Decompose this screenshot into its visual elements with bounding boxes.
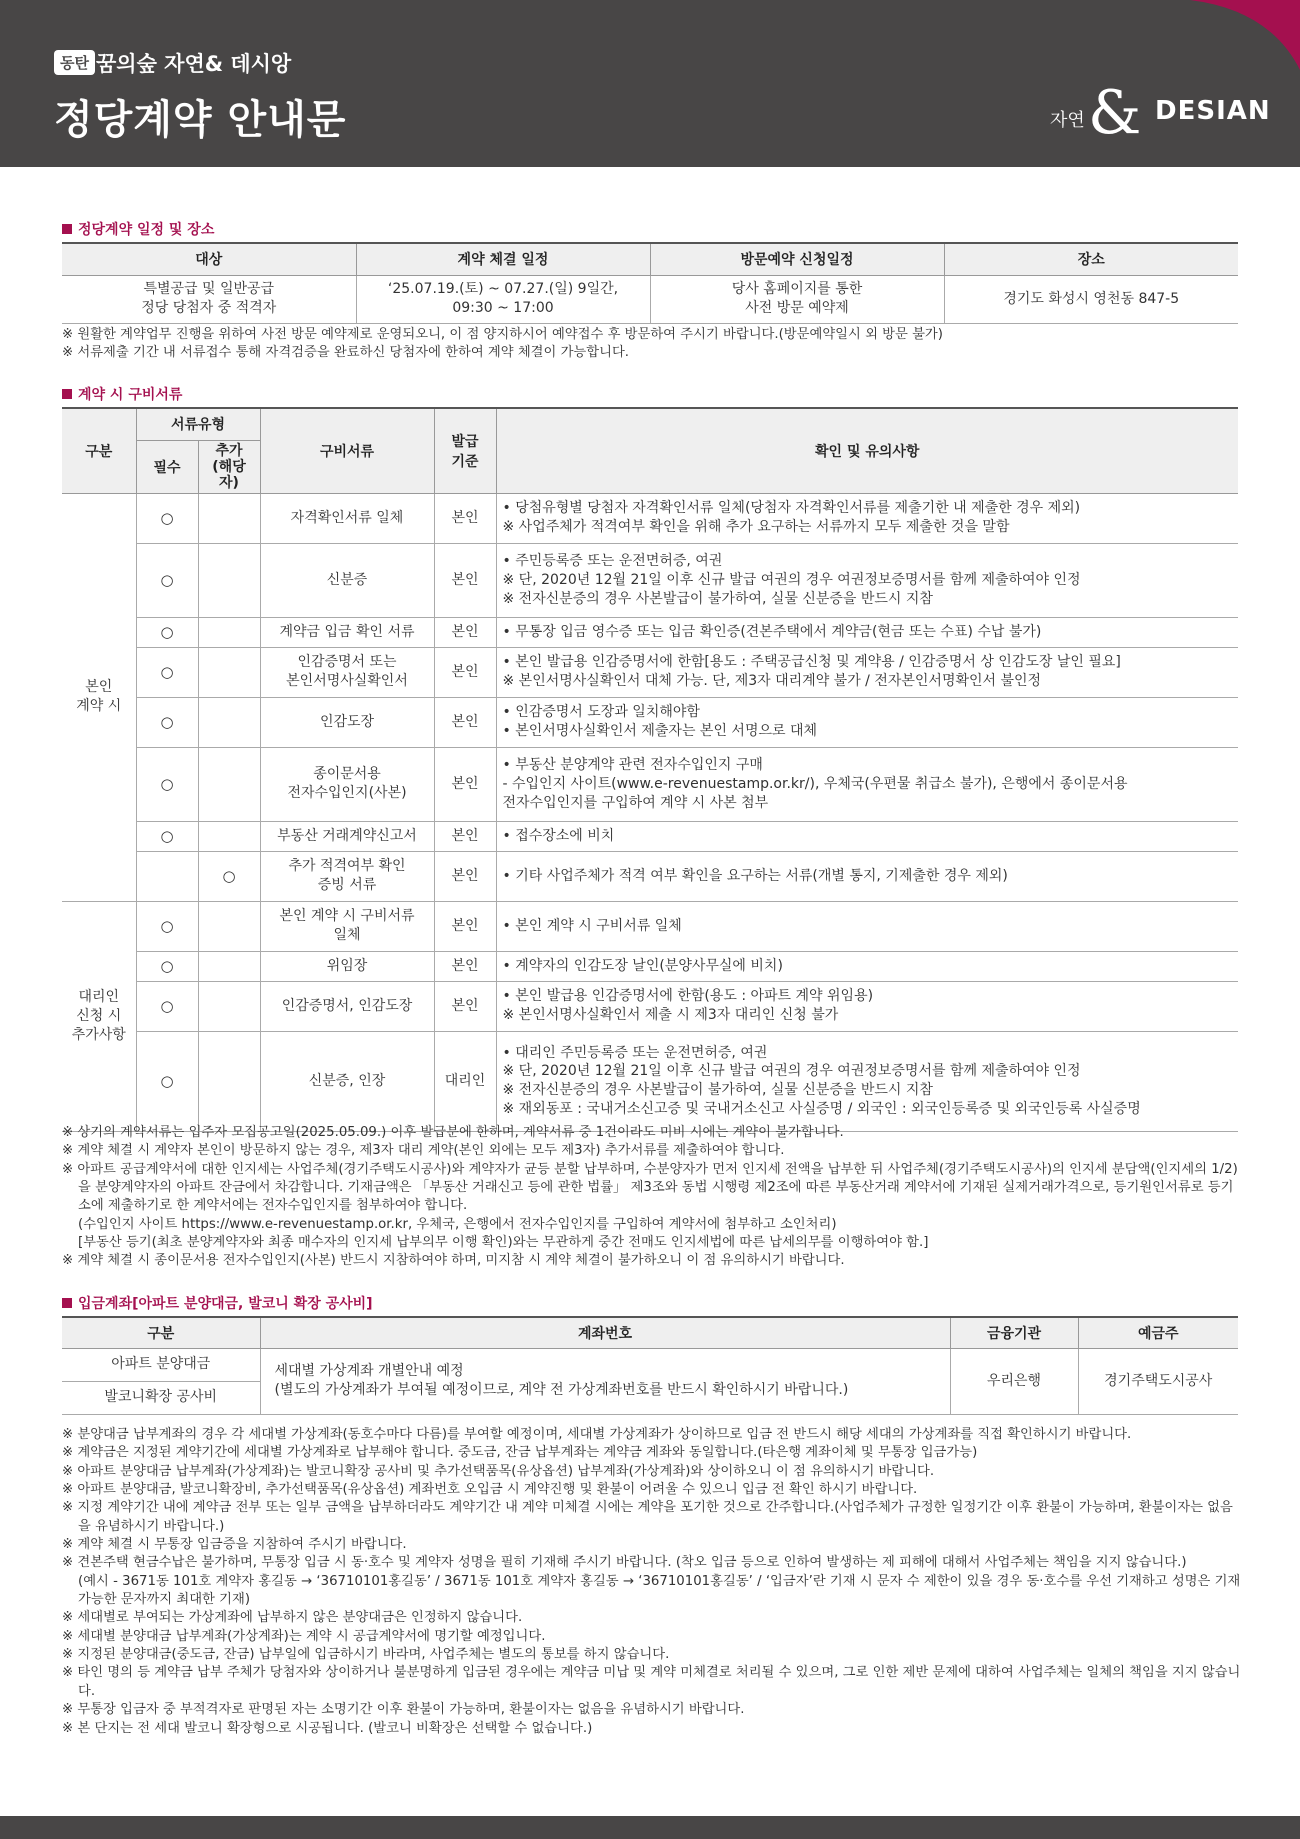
square-bullet-icon [62,1298,72,1308]
issue-basis: 본인 [434,951,496,981]
note-line: ※ 계약 체결 시 계약자 본인이 방문하지 않는 경우, 제3자 대리 계약(본인 외에는 모두 제3자) 추가서류를 제출하여야 합니다. [62,1143,785,1159]
table-row [62,951,1238,981]
required-mark: ○ [136,747,198,821]
col-header: 발급 기준 [434,408,496,493]
document-name: 신분증, 인장 [260,1031,434,1131]
note-line: [부동산 등기(최초 분양계약자와 최종 매수자의 인지세 납부의무 이행 확인)와는 무관하게 중간 전매도 인지세법에 따른 납세의무를 이행하여야 함.] [78,1235,929,1251]
note-cell: • 본인 계약 시 구비서류 일체 [496,901,1238,951]
document-name: 위임장 [260,951,434,981]
document-name: 계약금 입금 확인 서류 [260,617,434,647]
issue-basis: 본인 [434,697,496,747]
extra-mark [198,617,260,647]
group-label: 본인 계약 시 [62,493,136,901]
note-cell: • 기타 사업주체가 적격 여부 확인을 요구하는 서류(개별 통지, 기제출한 경우 제외) [496,851,1238,901]
note-line: ※ 무통장 입금자 중 부적격자로 판명된 자는 소명기간 이후 환불이 가능하며, 환불이자는 없음을 유념하시기 바랍니다. [62,1702,745,1718]
extra-mark [198,1031,260,1131]
table-row [62,851,1238,901]
logo-ampersand: & [1088,78,1142,148]
note-line: ※ 분양대금 납부계좌의 경우 각 세대별 가상계좌(동호수마다 다름)를 부여할 예정이며, 세대별 가상계좌가 상이하므로 입금 전 반드시 해당 세대의 가상계좌를 직접 확인하시기 바랍니다. [62,1427,1132,1442]
table-cell: 특별공급 및 일반공급 정당 당첨자 중 적격자 [62,275,356,323]
issue-basis: 본인 [434,543,496,617]
bank-cell: 우리은행 [950,1348,1078,1414]
table-cell: ‘25.07.19.(토) ~ 07.27.(일) 9일간, 09:30 ~ 17:00 [356,275,650,323]
note-line: ※ 계약금은 지정된 계약기간에 세대별 가상계좌로 납부해야 합니다. 중도금, 잔금 납부계좌는 계약금 계좌와 동일합니다.(타은행 계좌이체 및 무통장 입금가능) [62,1445,978,1461]
note-cell: • 주민등록증 또는 운전면허증, 여권 ※ 단, 2020년 12월 21일 이후 신규 발급 여권의 경우 여권정보증명서를 함께 제출하여야 인정 ※ 전자신분증의 경우 사본발급이 불가하여, 실물 신분증을 반드시 지참 [496,543,1238,617]
table-row [62,901,1238,951]
note-line: ※ 지정 계약기간 내에 계약금 전부 또는 일부 금액을 납부하더라도 계약기간 내 계약 미체결 시에는 계약을 포기한 것으로 간주합니다.(사업주체가 규정한 일정기간 이후 환불이 가능하며, 환불이자는 없음을 유념하시기 바랍니다.) [62,1500,1233,1534]
note-line: ※ 아파트 분양대금 납부계좌(가상계좌)는 발코니확장 공사비 및 추가선택품목(유상옵션) 납부계좌(가상계좌)와 상이하오니 이 점 유의하시기 바랍니다. [62,1463,935,1479]
issue-basis: 본인 [434,981,496,1031]
document-name: 신분증 [260,543,434,617]
note-cell: • 인감증명서 도장과 일치해야함 • 본인서명사실확인서 제출자는 본인 서명으로 대체 [496,697,1238,747]
col-header: 확인 및 유의사항 [496,408,1238,493]
col-header: 계약 체결 일정 [356,243,650,275]
table-row [62,493,1238,543]
issue-basis: 본인 [434,747,496,821]
table-cell: 아파트 분양대금 [62,1348,260,1381]
extra-mark [198,981,260,1031]
table-row [62,821,1238,851]
table-cell: 발코니확장 공사비 [62,1381,260,1414]
note-cell: • 무통장 입금 영수증 또는 입금 확인증(견본주택에서 계약금(현금 또는 수표) 수납 불가) [496,617,1238,647]
brand-name: 꿈의숲 자연& 데시앙 [96,52,292,76]
col-header: 계좌번호 [260,1317,950,1348]
col-header: 구분 [62,408,136,493]
document-name: 인감도장 [260,697,434,747]
col-header: 방문예약 신청일정 [650,243,944,275]
col-header: 대상 [62,243,356,275]
group-label: 대리인 신청 시 추가사항 [62,901,136,1131]
issue-basis: 본인 [434,617,496,647]
note-line: ※ 타인 명의 등 계약금 납부 주체가 당첨자와 상이하거나 불분명하게 입금된 경우에는 계약금 미납 및 계약 미체결로 처리될 수 있으며, 그로 인한 제반 문제에 대하여 사업주체는 일체의 책임을 지지 않습니다. [62,1665,1241,1699]
account-number-cell: 세대별 가상계좌 개별안내 예정 (별도의 가상계좌가 부여될 예정이므로, 계약 전 가상계좌번호를 반드시 확인하시기 바랍니다.) [260,1348,950,1414]
extra-mark: ○ [198,851,260,901]
note-cell: • 본인 발급용 인감증명서에 한함(용도 : 아파트 계약 위임용) ※ 본인서명사실확인서 제출 시 제3자 대리인 신청 불가 [496,981,1238,1031]
issue-basis: 본인 [434,821,496,851]
extra-mark [198,647,260,697]
col-header: 구분 [62,1317,260,1348]
table-cell: 경기도 화성시 영천동 847-5 [944,275,1238,323]
note-line: ※ 아파트 공급계약서에 대한 인지세는 사업주체(경기주택도시공사)와 계약자가 균등 분할 납부하며, 수분양자가 먼저 인지세 전액을 납부한 뒤 사업주체(경기주택도시공사)의 인지세 분담액(인지세의 1/2)을 분양계약자의 아파트 잔금에서 차감합니다. 기재금액은 「부동산 거래신고 등에 관한 법률」 제3조와 동법 시행령 제2조에 따른 부동산거래 계약서에 기재된 실제거래가격으로, 등기원인서류로 등기소에 제출하기로 한 계약서에는 전자수입인지를 첨부하여야 합니다. [62,1161,1238,1214]
note-line: ※ 지정된 분양대금(중도금, 잔금) 납부일에 입금하시기 바라며, 사업주체는 별도의 통보를 하지 않습니다. [62,1647,670,1663]
note-line: ※ 세대별로 부여되는 가상계좌에 납부하지 않은 분양대금은 인정하지 않습니다. [62,1610,523,1626]
extra-mark [198,821,260,851]
issue-basis: 본인 [434,851,496,901]
required-mark: ○ [136,981,198,1031]
section-schedule-title: 정당계약 일정 및 장소 [62,219,214,239]
note-cell: • 계약자의 인감도장 날인(분양사무실에 비치) [496,951,1238,981]
note-line: ※ 서류제출 기간 내 서류접수 통해 자격검증을 완료하신 당첨자에 한하여 계약 체결이 가능합니다. [62,345,630,361]
col-header: 구비서류 [260,408,434,493]
header-banner [0,0,1300,167]
documents-notes [62,1124,1242,1271]
table-row [62,543,1238,617]
document-name: 자격확인서류 일체 [260,493,434,543]
schedule-table [62,242,1238,324]
location-badge: 동탄 [54,50,95,75]
square-bullet-icon [62,389,72,399]
note-cell: • 접수장소에 비치 [496,821,1238,851]
col-header: 추가 (해당자) [198,440,260,493]
note-cell: • 본인 발급용 인감증명서에 한함[용도 : 주택공급신청 및 계약용 / 인감증명서 상 인감도장 날인 필요] ※ 본인서명사실확인서 대체 가능. 단, 제3자 대리계약 불가 / 전자본인서명확인서 불인정 [496,647,1238,697]
square-bullet-icon [62,224,72,234]
required-mark: ○ [136,1031,198,1131]
note-cell: • 부동산 분양계약 관련 전자수입인지 구매 - 수입인지 사이트(www.e-revenuestamp.or.kr/), 우체국(우편물 취급소 불가), 은행에서 종이문서용 전자수입인지를 구입하여 계약 시 사본 첨부 [496,747,1238,821]
logo-text-ja: 자연 [1050,110,1085,131]
table-row [62,617,1238,647]
issue-basis: 본인 [434,493,496,543]
required-mark: ○ [136,543,198,617]
extra-mark [198,697,260,747]
extra-mark [198,747,260,821]
required-mark: ○ [136,901,198,951]
note-line: ※ 원활한 계약업무 진행을 위하여 사전 방문 예약제로 운영되오니, 이 점 양지하시어 예약접수 후 방문하여 주시기 바랍니다.(방문예약일시 외 방문 불가) [62,327,943,342]
required-mark: ○ [136,493,198,543]
account-table [62,1316,1238,1415]
logo-desian: DESIAN [1155,96,1271,126]
table-row [62,647,1238,697]
note-cell: • 대리인 주민등록증 또는 운전면허증, 여권 ※ 단, 2020년 12월 21일 이후 신규 발급 여권의 경우 여권정보증명서를 함께 제출하여야 인정 ※ 전자신분증의 경우 사본발급이 불가하여, 실물 신분증을 반드시 지참 ※ 재외동포 : 국내거소신고증 및 국내거소신고 사실증명 / 외국인 : 외국인등록증 및 외국인등록 사실증명 [496,1031,1238,1131]
documents-table [62,407,1238,1132]
extra-mark [198,493,260,543]
page-title: 정당계약 안내문 [54,97,347,143]
table-cell: 당사 홈페이지를 통한 사전 방문 예약제 [650,275,944,323]
extra-mark [198,951,260,981]
schedule-notes [62,326,1242,363]
document-name: 종이문서용 전자수입인지(사본) [260,747,434,821]
col-header: 서류유형 [136,408,260,440]
note-line: ※ 아파트 분양대금, 발코니확장비, 추가선택품목(유상옵션) 계좌번호 오입금 시 계약진행 및 환불이 어려울 수 있으니 입금 전 확인 하시기 바랍니다. [62,1482,918,1498]
required-mark: ○ [136,697,198,747]
note-line: ※ 본 단지는 전 세대 발코니 확장형으로 시공됩니다. (발코니 비확장은 선택할 수 없습니다.) [62,1720,593,1736]
table-row [62,747,1238,821]
note-line: (수입인지 사이트 https://www.e-revenuestamp.or.kr, 우체국, 은행에서 전자수입인지를 구입하여 계약서에 첨부하고 소인처리) [78,1216,837,1232]
note-line: ※ 상기의 계약서류는 입주자 모집공고일(2025.05.09.) 이후 발급분에 한하며, 계약서류 중 1건이라도 미비 시에는 계약이 불가합니다. [62,1125,844,1140]
corner-accent [1190,0,1300,70]
footer-bar [0,1816,1300,1839]
note-cell: • 당첨유형별 당첨자 자격확인서류 일체(당첨자 자격확인서류를 제출기한 내 제출한 경우 제외) ※ 사업주체가 적격여부 확인을 위해 추가 요구하는 서류까지 모두 제출한 것을 말함 [496,493,1238,543]
note-line: (예시 - 3671동 101호 계약자 홍길동 → ‘36710101홍길동’ / 3671동 101호 계약자 홍길동 → ‘36710101홍길동’ / ‘입금자’란 기재 시 문자 수 제한이 있을 경우 동·호수를 우선 기재하고 성명은 기재 가능한 문자까지 최대한 기재) [78,1573,1241,1608]
document-name: 인감증명서, 인감도장 [260,981,434,1031]
table-row [62,981,1238,1031]
document-name: 부동산 거래계약신고서 [260,821,434,851]
note-line: ※ 계약 체결 시 무통장 입금증을 지참하여 주시기 바랍니다. [62,1537,407,1553]
required-mark: ○ [136,821,198,851]
document-name: 본인 계약 시 구비서류 일체 [260,901,434,951]
required-mark: ○ [136,647,198,697]
issue-basis: 본인 [434,901,496,951]
document-name: 인감증명서 또는 본인서명사실확인서 [260,647,434,697]
table-row [62,697,1238,747]
issue-basis: 본인 [434,647,496,697]
note-line: ※ 계약 체결 시 종이문서용 전자수입인지(사본) 반드시 지참하여야 하며, 미지참 시 계약 체결이 불가하오니 이 점 유의하시기 바랍니다. [62,1253,845,1269]
note-line: ※ 견본주택 현금수납은 불가하며, 무통장 입금 시 동·호수 및 계약자 성명을 필히 기재해 주시기 바랍니다. (착오 입금 등으로 인하여 발생하는 제 피해에 대해서 사업주체는 책임을 지지 않습니다.) [62,1555,1187,1571]
section-account-title: 입금계좌[아파트 분양대금, 발코니 확장 공사비] [62,1293,373,1313]
required-mark [136,851,198,901]
col-header: 필수 [136,440,198,493]
required-mark: ○ [136,951,198,981]
note-line: ※ 세대별 분양대금 납부계좌(가상계좌)는 계약 시 공급계약서에 명기할 예정입니다. [62,1628,546,1644]
issue-basis: 대리인 [434,1031,496,1131]
extra-mark [198,901,260,951]
document-name: 추가 적격여부 확인 증빙 서류 [260,851,434,901]
table-row [62,1031,1238,1131]
required-mark: ○ [136,617,198,647]
account-notes [62,1426,1242,1738]
section-documents-title: 계약 시 구비서류 [62,384,182,404]
col-header: 장소 [944,243,1238,275]
col-header: 예금주 [1078,1317,1238,1348]
holder-cell: 경기주택도시공사 [1078,1348,1238,1414]
col-header: 금융기관 [950,1317,1078,1348]
extra-mark [198,543,260,617]
